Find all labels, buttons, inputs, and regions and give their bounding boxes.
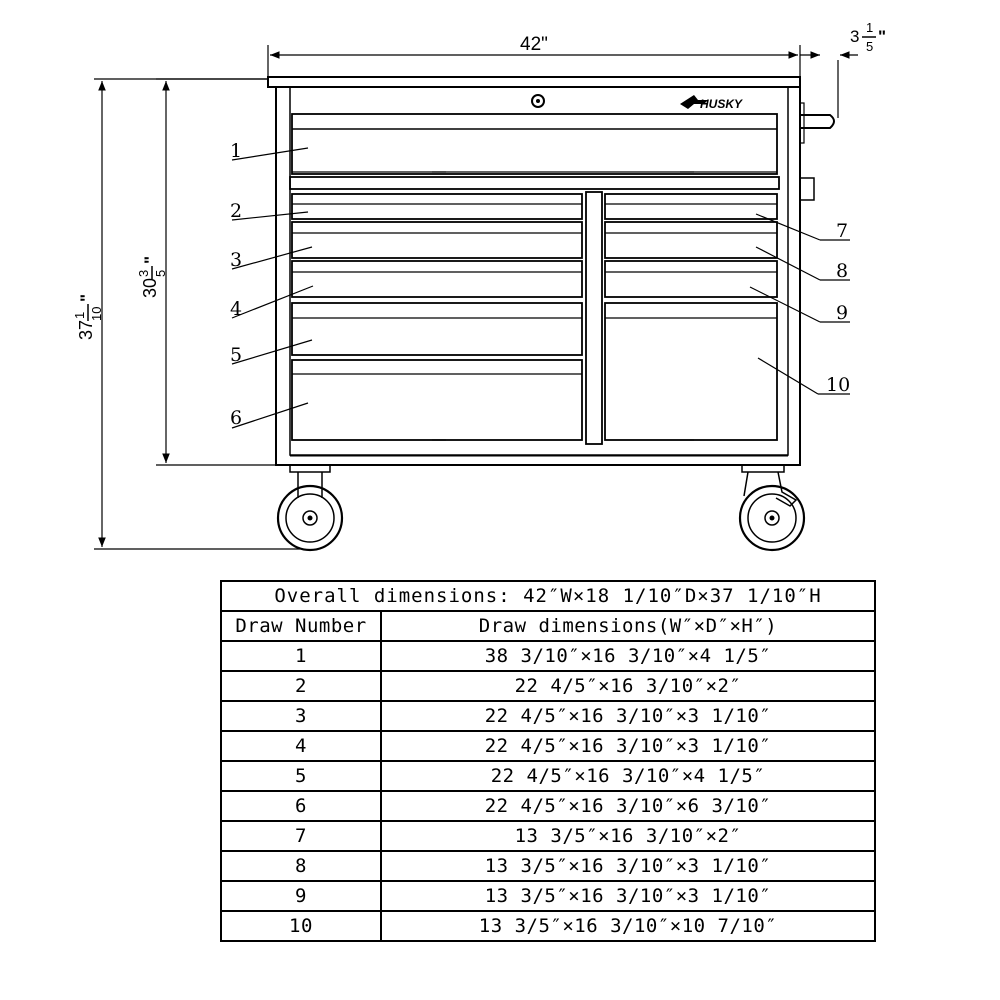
svg-text:HUSKY: HUSKY (700, 97, 743, 111)
drawer-7 (605, 194, 777, 219)
svg-text:30: 30 (140, 277, 160, 298)
drawer-8 (605, 222, 777, 258)
svg-text:4: 4 (230, 298, 243, 320)
svg-text:1: 1 (230, 140, 243, 162)
table-row (221, 731, 875, 761)
dimension-handle-depth (800, 20, 886, 118)
svg-text:5: 5 (866, 39, 874, 54)
row-dims: 22 4/5″×16 3/10″×4 1/5″ (381, 761, 875, 791)
svg-text:3: 3 (230, 249, 243, 271)
drawer-5 (292, 303, 582, 355)
table-header-row (221, 611, 875, 641)
callout-labels (230, 140, 850, 429)
table-row (221, 701, 875, 731)
row-dims: 22 4/5″×16 3/10″×6 3/10″ (381, 791, 875, 821)
header-draw-number: Draw Number (221, 611, 381, 641)
row-dims: 38 3/10″×16 3/10″×4 1/5″ (381, 641, 875, 671)
row-dims: 13 3/5″×16 3/10″×3 1/10″ (381, 881, 875, 911)
svg-text:1: 1 (866, 20, 874, 35)
svg-text:9: 9 (836, 302, 849, 324)
husky-logo (680, 95, 743, 111)
svg-text:42": 42" (520, 34, 548, 55)
drawer-9 (605, 261, 777, 297)
table-row (221, 761, 875, 791)
dimension-width (268, 34, 800, 77)
row-number: 6 (221, 791, 381, 821)
callouts (232, 148, 850, 428)
table-row (221, 791, 875, 821)
table-row (221, 911, 875, 941)
row-number: 5 (221, 761, 381, 791)
drawer-dimensions-table (220, 580, 876, 942)
drawer-3 (292, 222, 582, 258)
row-number: 9 (221, 881, 381, 911)
drawers (290, 114, 779, 444)
svg-text:5: 5 (153, 269, 168, 277)
dimension-body-height (136, 79, 276, 465)
table-row (221, 641, 875, 671)
drawer-4 (292, 261, 582, 297)
row-number: 3 (221, 701, 381, 731)
row-number: 4 (221, 731, 381, 761)
row-dims: 22 4/5″×16 3/10″×2″ (381, 671, 875, 701)
row-number: 1 (221, 641, 381, 671)
svg-text:37: 37 (76, 319, 96, 340)
table-row (221, 851, 875, 881)
row-dims: 22 4/5″×16 3/10″×3 1/10″ (381, 701, 875, 731)
header-draw-dimensions: Draw dimensions(W″×D″×H″) (381, 611, 875, 641)
svg-text:3: 3 (850, 27, 860, 46)
row-dims: 13 3/5″×16 3/10″×10 7/10″ (381, 911, 875, 941)
table-title-row (221, 581, 875, 611)
row-number: 10 (221, 911, 381, 941)
svg-text:10: 10 (89, 306, 104, 321)
svg-text:2: 2 (230, 200, 243, 222)
overall-dimensions-title: Overall dimensions: 42″W×18 1/10″D×37 1/10″H (221, 581, 875, 611)
svg-text:": " (141, 255, 160, 264)
row-dims: 13 3/5″×16 3/10″×2″ (381, 821, 875, 851)
svg-text:8: 8 (836, 260, 849, 282)
table-row (221, 671, 875, 701)
table-row (221, 881, 875, 911)
drawer-10 (605, 303, 777, 440)
row-dims: 22 4/5″×16 3/10″×3 1/10″ (381, 731, 875, 761)
drawer-1 (292, 114, 777, 174)
row-number: 7 (221, 821, 381, 851)
row-dims: 13 3/5″×16 3/10″×3 1/10″ (381, 851, 875, 881)
svg-text:": " (878, 27, 887, 46)
svg-text:10: 10 (826, 374, 851, 396)
caster-right (740, 465, 804, 550)
svg-text:5: 5 (230, 344, 243, 366)
drawer-2 (292, 194, 582, 219)
svg-text:": " (77, 293, 96, 302)
table-row (221, 821, 875, 851)
svg-text:7: 7 (836, 220, 849, 242)
row-number: 8 (221, 851, 381, 881)
caster-left (278, 465, 342, 550)
svg-text:6: 6 (230, 407, 243, 429)
dimension-overall-height (72, 79, 300, 549)
svg-text:3: 3 (136, 269, 151, 277)
row-number: 2 (221, 671, 381, 701)
cabinet-body (268, 77, 834, 465)
svg-text:1: 1 (72, 311, 87, 319)
drawer-6 (292, 360, 582, 440)
